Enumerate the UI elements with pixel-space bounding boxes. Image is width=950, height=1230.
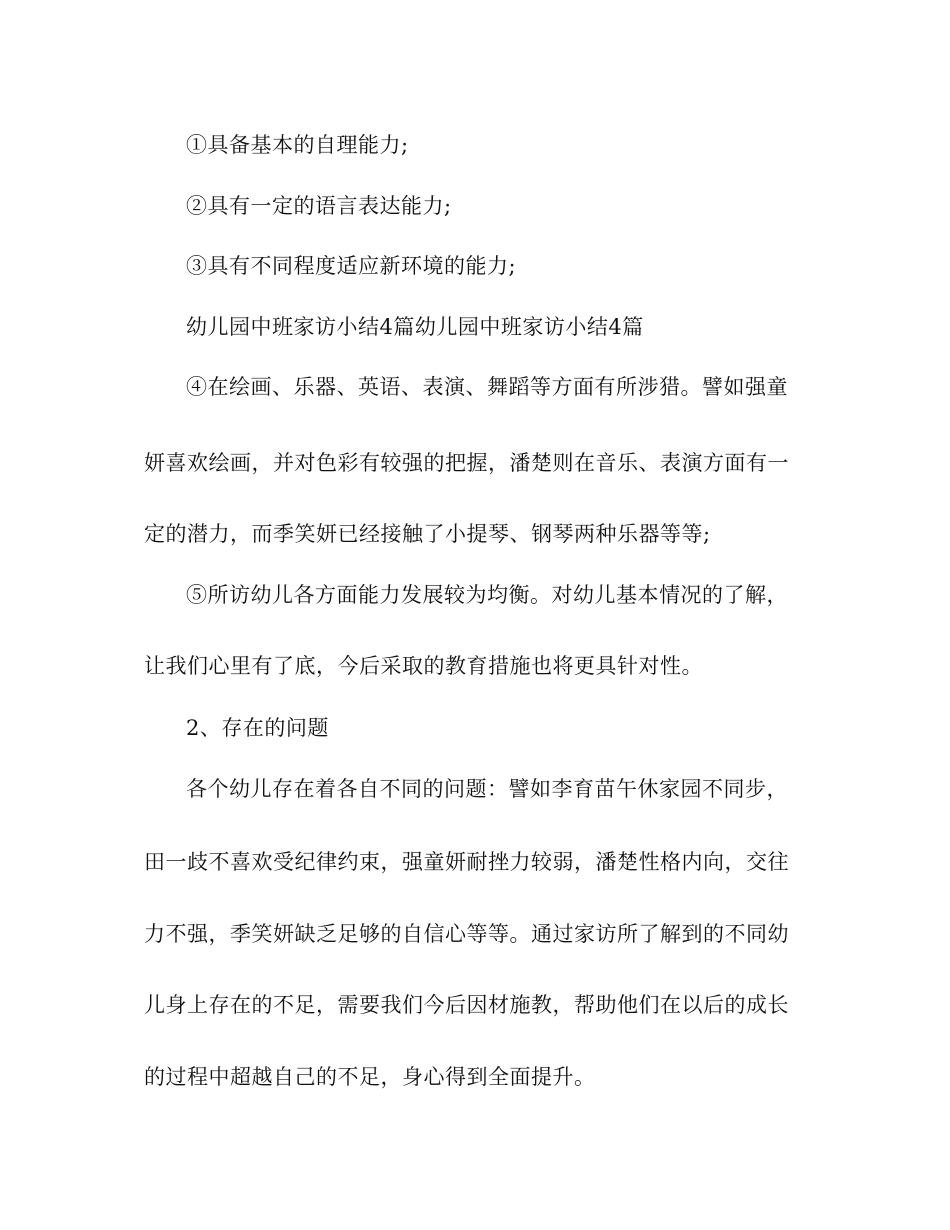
text-line-1: ①具备基本的自理能力; bbox=[186, 133, 409, 157]
text-line-11: 各个幼儿存在着各自不同的问题：譬如李育苗午休家园不同步， bbox=[186, 777, 788, 801]
text-line-7: 定的潜力，而季笑妍已经接触了小提琴、钢琴两种乐器等等; bbox=[144, 522, 711, 546]
text-line-13: 力不强，季笑妍缺乏足够的自信心等等。通过家访所了解到的不同幼 bbox=[144, 922, 789, 946]
text-line-3: ③具有不同程度适应新环境的能力; bbox=[186, 254, 517, 278]
text-line-8: ⑤所访幼儿各方面能力发展较为均衡。对幼儿基本情况的了解， bbox=[186, 583, 788, 607]
text-line-12: 田一歧不喜欢受纪律约束，强童妍耐挫力较弱，潘楚性格内向，交往 bbox=[144, 850, 789, 874]
text-line-14: 儿身上存在的不足，需要我们今后因材施教，帮助他们在以后的成长 bbox=[144, 993, 789, 1017]
text-line-2: ②具有一定的语言表达能力; bbox=[186, 194, 452, 218]
text-line-6: 妍喜欢绘画，并对色彩有较强的把握，潘楚则在音乐、表演方面有一 bbox=[144, 451, 789, 475]
text-line-15: 的过程中超越自己的不足，身心得到全面提升。 bbox=[144, 1065, 596, 1089]
text-line-10: 2、存在的问题 bbox=[186, 716, 329, 740]
text-line-4: 幼儿园中班家访小结4篇幼儿园中班家访小结4篇 bbox=[186, 315, 644, 339]
text-line-5: ④在绘画、乐器、英语、表演、舞蹈等方面有所涉猎。譬如强童 bbox=[186, 375, 788, 399]
text-line-9: 让我们心里有了底，今后采取的教育措施也将更具针对性。 bbox=[144, 654, 703, 678]
